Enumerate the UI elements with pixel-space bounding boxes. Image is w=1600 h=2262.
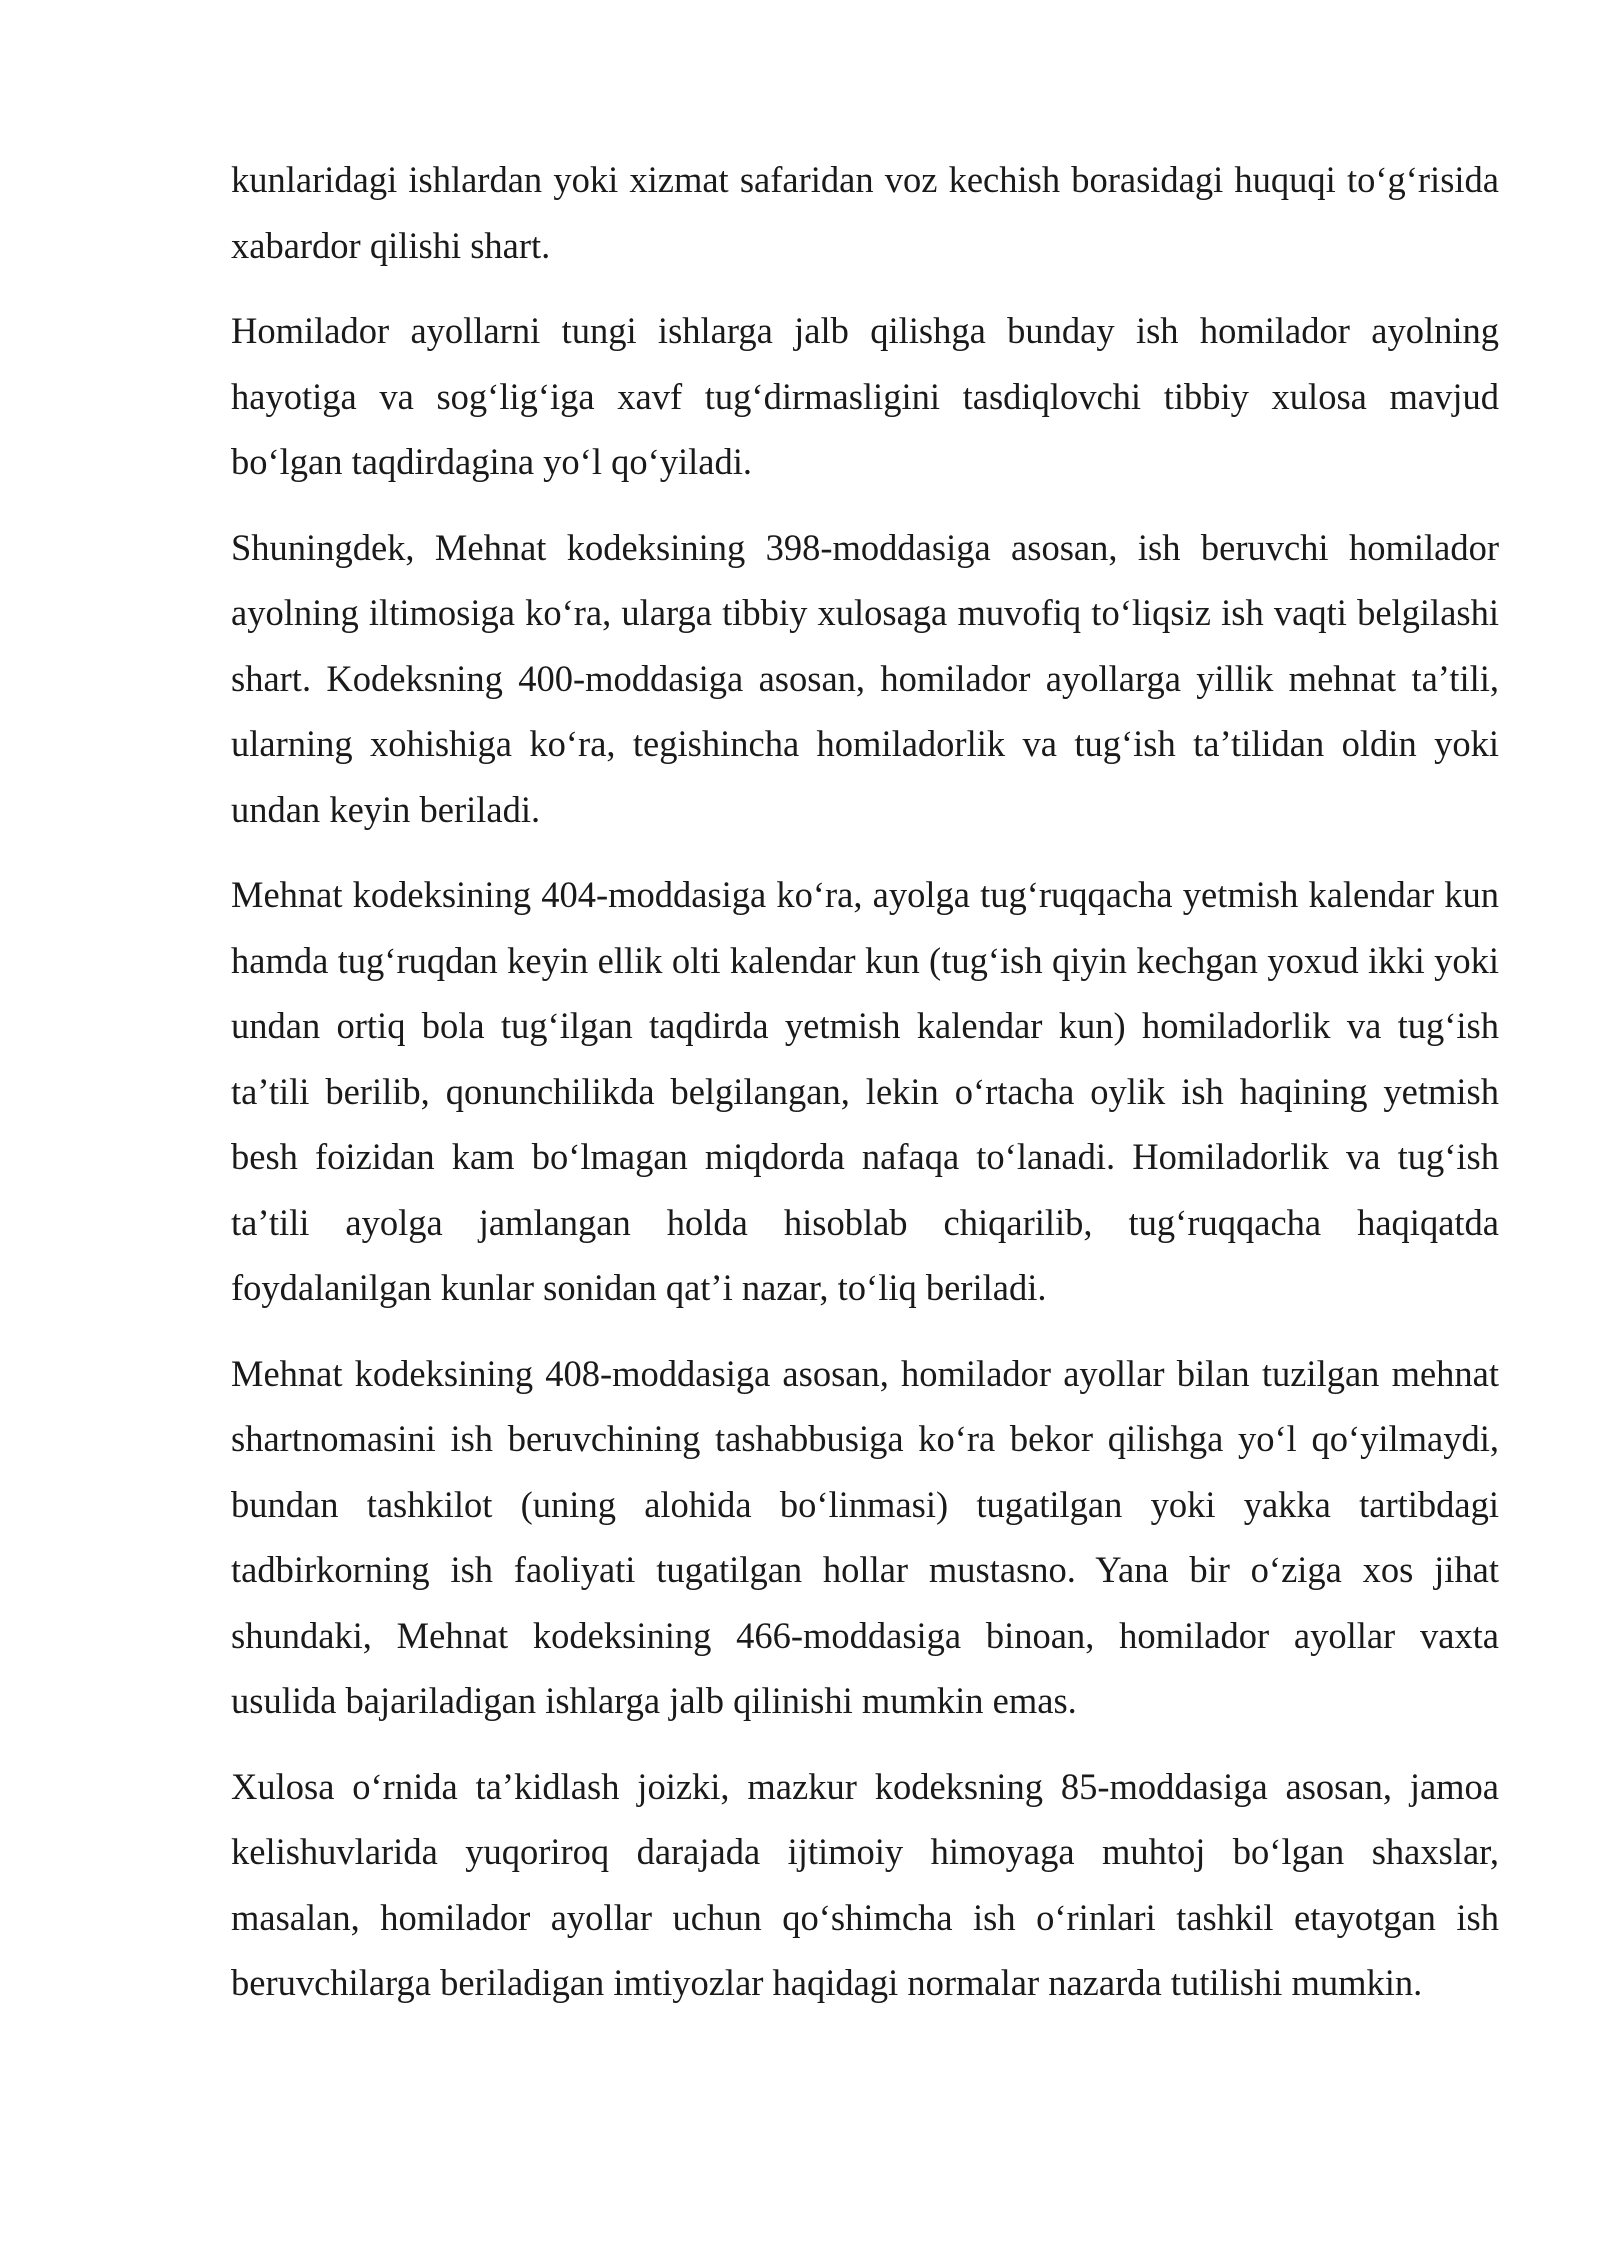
paragraph-4: Mehnat kodeksining 404-moddasiga ko‘ra, ayolga tug‘ruqqacha yetmish kalendar kun hamda tug‘ruqdan keyin ellik olti kalendar kun (tug‘ish qiyin kechgan yoxud ikki yoki undan ortiq bola tug‘ilgan taqdirda yetmish kalendar kun) homiladorlik va tug‘ish ta’tili berilib, qonunchilikda belgilangan, lekin o‘rtacha oylik ish haqining yetmish besh foizidan kam bo‘lmagan miqdorda nafaqa to‘lanadi. Homiladorlik va tug‘ish ta’tili ayolga jamlangan holda hisoblab chiqarilib, tug‘ruqqacha haqiqatda foydalanilgan kunlar sonidan qat’i nazar, to‘liq beriladi. [231,874,1499,1308]
paragraph-3: Shuningdek, Mehnat kodeksining 398-moddasiga asosan, ish beruvchi homilador ayolning iltimosiga ko‘ra, ularga tibbiy xulosaga muvofiq to‘liqsiz ish vaqti belgilashi shart. Kodeksning 400-moddasiga asosan, homilador ayollarga yillik mehnat ta’tili, ularning xohishiga ko‘ra, tegishincha homiladorlik va tug‘ish ta’tilidan oldin yoki undan keyin beriladi. [231,526,1499,830]
paragraph-1: kunlaridagi ishlardan yoki xizmat safaridan voz kechish borasidagi huquqi to‘g‘risida xabardor qilishi shart. [231,159,1499,266]
paragraph-6: Xulosa o‘rnida ta’kidlash joizki, mazkur kodeksning 85-moddasiga asosan, jamoa kelishuvlarida yuqoriroq darajada ijtimoiy himoyaga muhtoj bo‘lgan shaxslar, masalan, homilador ayollar uchun qo‘shimcha ish o‘rinlari tashkil etayotgan ish beruvchilarga beriladigan imtiyozlar haqidagi normalar nazarda tutilishi mumkin. [231,1765,1499,2003]
paragraph-2: Homilador ayollarni tungi ishlarga jalb qilishga bunday ish homilador ayolning hayotiga va sog‘lig‘iga xavf tug‘dirmasligini tasdiqlovchi tibbiy xulosa mavjud bo‘lgan taqdirdagina yo‘l qo‘yiladi. [231,310,1499,482]
paragraph-5: Mehnat kodeksining 408-moddasiga asosan, homilador ayollar bilan tuzilgan mehnat shartnomasini ish beruvchining tashabbusiga ko‘ra bekor qilishga yo‘l qo‘yilmaydi, bundan tashkilot (uning alohida bo‘linmasi) tugatilgan yoki yakka tartibdagi tadbirkorning ish faoliyati tugatilgan hollar mustasno. Yana bir o‘ziga xos jihat shundaki, Mehnat kodeksining 466-moddasiga binoan, homilador ayollar vaxta usulida bajariladigan ishlarga jalb qilinishi mumkin emas. [231,1352,1499,1721]
document-body [231,147,1499,2036]
